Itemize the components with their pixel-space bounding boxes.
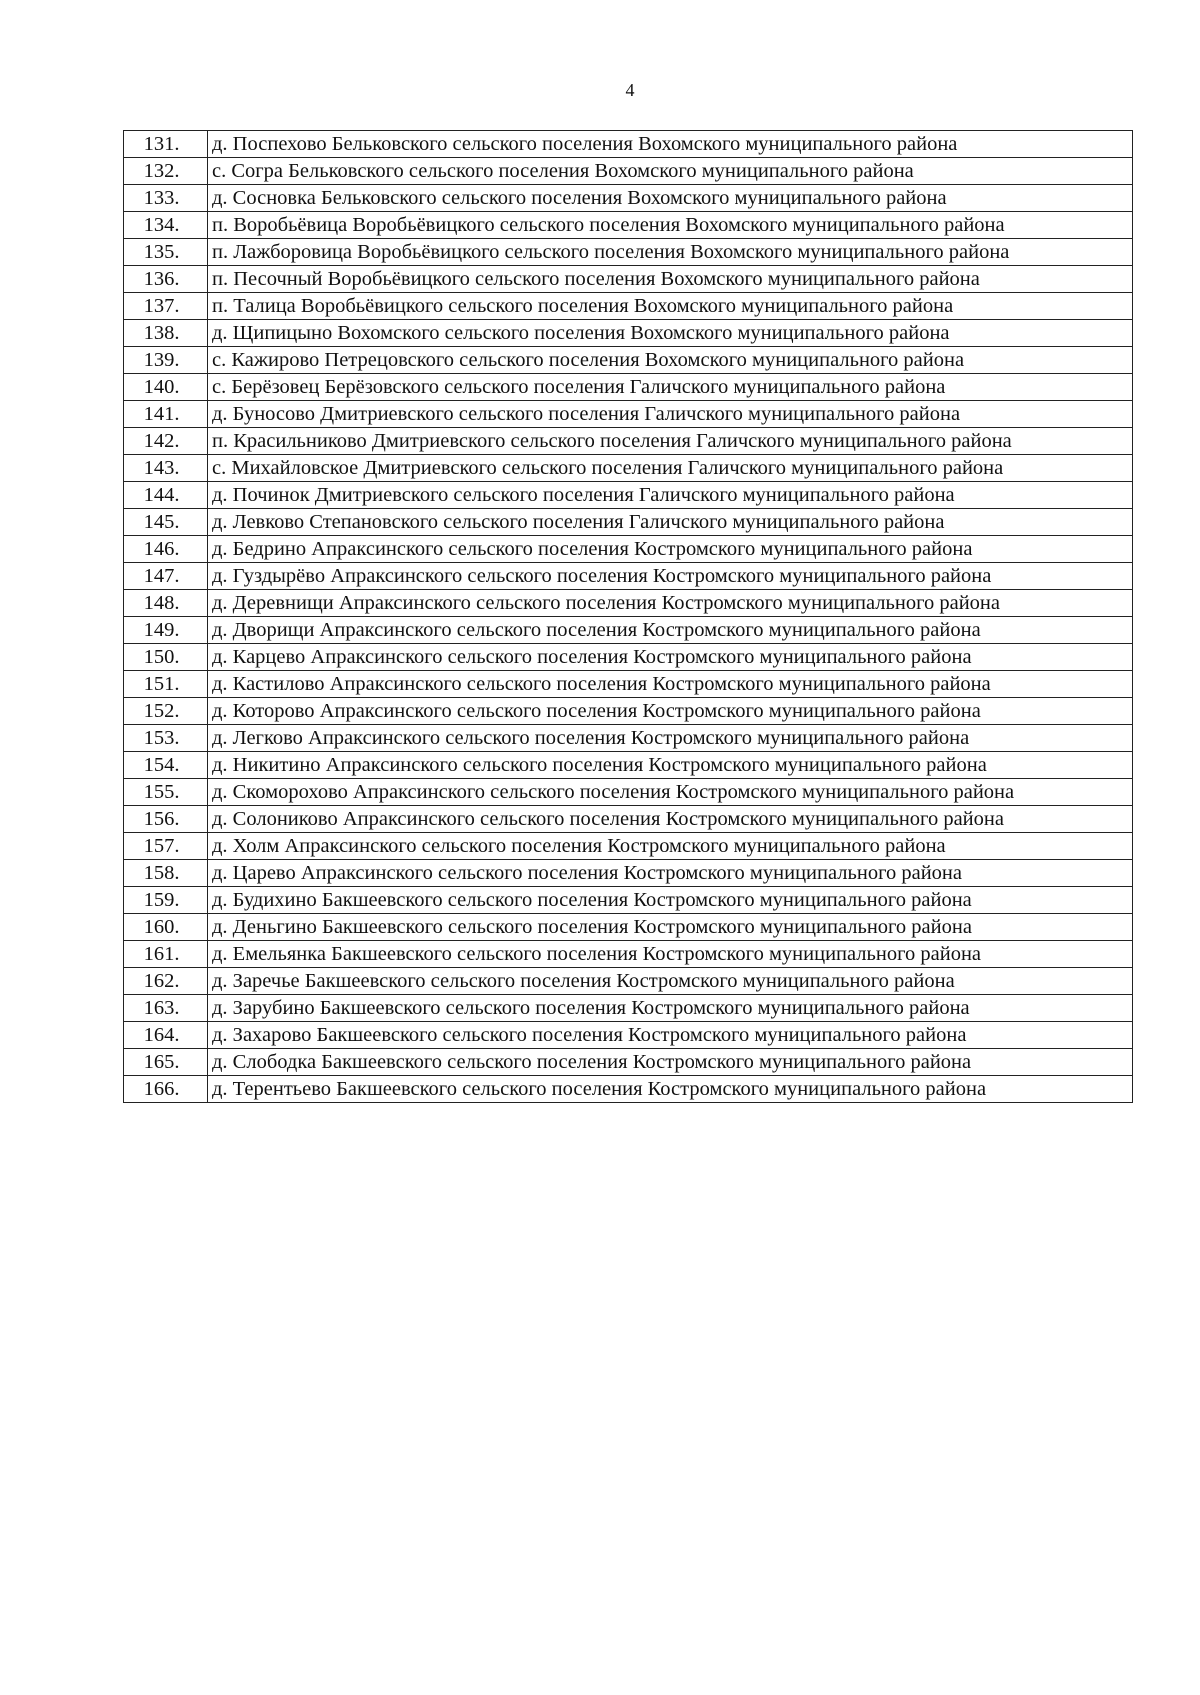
row-number: 139. xyxy=(124,347,208,374)
row-number: 163. xyxy=(124,995,208,1022)
table-row xyxy=(124,779,1133,806)
settlement-name: д. Терентьево Бакшеевского сельского поселения Костромского муниципального района xyxy=(208,1076,1133,1103)
settlements-table xyxy=(123,130,1133,1103)
settlement-name: д. Сосновка Бельковского сельского поселения Вохомского муниципального района xyxy=(208,185,1133,212)
table-row xyxy=(124,401,1133,428)
settlement-name: д. Деньгино Бакшеевского сельского поселения Костромского муниципального района xyxy=(208,914,1133,941)
settlement-name: д. Царево Апраксинского сельского поселения Костромского муниципального района xyxy=(208,860,1133,887)
table-row xyxy=(124,914,1133,941)
table-row xyxy=(124,968,1133,995)
settlement-name: д. Деревнищи Апраксинского сельского поселения Костромского муниципального района xyxy=(208,590,1133,617)
table-row xyxy=(124,725,1133,752)
settlement-name: д. Скоморохово Апраксинского сельского поселения Костромского муниципального района xyxy=(208,779,1133,806)
row-number: 156. xyxy=(124,806,208,833)
row-number: 144. xyxy=(124,482,208,509)
row-number: 153. xyxy=(124,725,208,752)
row-number: 131. xyxy=(124,131,208,158)
page-number: 4 xyxy=(625,80,635,100)
settlement-name: п. Лажборовица Воробьёвицкого сельского поселения Вохомского муниципального района xyxy=(208,239,1133,266)
table-row xyxy=(124,617,1133,644)
row-number: 143. xyxy=(124,455,208,482)
table-row xyxy=(124,887,1133,914)
table-row xyxy=(124,266,1133,293)
table-row xyxy=(124,374,1133,401)
settlement-name: с. Берёзовец Берёзовского сельского поселения Галичского муниципального района xyxy=(208,374,1133,401)
table-row xyxy=(124,833,1133,860)
row-number: 158. xyxy=(124,860,208,887)
settlement-name: д. Заречье Бакшеевского сельского поселения Костромского муниципального района xyxy=(208,968,1133,995)
row-number: 134. xyxy=(124,212,208,239)
table-row xyxy=(124,131,1133,158)
table-row xyxy=(124,860,1133,887)
row-number: 152. xyxy=(124,698,208,725)
row-number: 151. xyxy=(124,671,208,698)
settlement-name: д. Левково Степановского сельского поселения Галичского муниципального района xyxy=(208,509,1133,536)
settlement-name: д. Будихино Бакшеевского сельского поселения Костромского муниципального района xyxy=(208,887,1133,914)
settlement-name: д. Дворищи Апраксинского сельского поселения Костромского муниципального района xyxy=(208,617,1133,644)
settlement-name: д. Поспехово Бельковского сельского поселения Вохомского муниципального района xyxy=(208,131,1133,158)
row-number: 133. xyxy=(124,185,208,212)
row-number: 154. xyxy=(124,752,208,779)
table-row xyxy=(124,320,1133,347)
table-row xyxy=(124,1022,1133,1049)
settlement-name: д. Гуздырёво Апраксинского сельского поселения Костромского муниципального района xyxy=(208,563,1133,590)
row-number: 149. xyxy=(124,617,208,644)
row-number: 145. xyxy=(124,509,208,536)
table-row xyxy=(124,563,1133,590)
settlement-name: д. Емельянка Бакшеевского сельского поселения Костромского муниципального района xyxy=(208,941,1133,968)
table-row xyxy=(124,1076,1133,1103)
row-number: 141. xyxy=(124,401,208,428)
settlement-name: д. Легково Апраксинского сельского поселения Костромского муниципального района xyxy=(208,725,1133,752)
table-row xyxy=(124,644,1133,671)
settlement-name: д. Щипицыно Вохомского сельского поселения Вохомского муниципального района xyxy=(208,320,1133,347)
table-row xyxy=(124,995,1133,1022)
table-row xyxy=(124,455,1133,482)
table-row xyxy=(124,1049,1133,1076)
settlement-name: д. Захарово Бакшеевского сельского поселения Костромского муниципального района xyxy=(208,1022,1133,1049)
settlement-name: с. Михайловское Дмитриевского сельского поселения Галичского муниципального района xyxy=(208,455,1133,482)
row-number: 157. xyxy=(124,833,208,860)
table-row xyxy=(124,212,1133,239)
row-number: 164. xyxy=(124,1022,208,1049)
table-row xyxy=(124,482,1133,509)
row-number: 137. xyxy=(124,293,208,320)
settlement-name: п. Красильниково Дмитриевского сельского поселения Галичского муниципального района xyxy=(208,428,1133,455)
row-number: 140. xyxy=(124,374,208,401)
row-number: 159. xyxy=(124,887,208,914)
table-row xyxy=(124,590,1133,617)
row-number: 142. xyxy=(124,428,208,455)
row-number: 148. xyxy=(124,590,208,617)
row-number: 135. xyxy=(124,239,208,266)
table-row xyxy=(124,239,1133,266)
settlement-name: п. Песочный Воробьёвицкого сельского поселения Вохомского муниципального района xyxy=(208,266,1133,293)
table-row xyxy=(124,293,1133,320)
row-number: 136. xyxy=(124,266,208,293)
row-number: 132. xyxy=(124,158,208,185)
row-number: 147. xyxy=(124,563,208,590)
table-row xyxy=(124,536,1133,563)
settlement-name: д. Кастилово Апраксинского сельского поселения Костромского муниципального района xyxy=(208,671,1133,698)
row-number: 166. xyxy=(124,1076,208,1103)
settlement-name: п. Воробьёвица Воробьёвицкого сельского поселения Вохомского муниципального района xyxy=(208,212,1133,239)
settlement-name: п. Талица Воробьёвицкого сельского поселения Вохомского муниципального района xyxy=(208,293,1133,320)
settlement-name: д. Зарубино Бакшеевского сельского поселения Костромского муниципального района xyxy=(208,995,1133,1022)
row-number: 165. xyxy=(124,1049,208,1076)
settlement-name: д. Буносово Дмитриевского сельского поселения Галичского муниципального района xyxy=(208,401,1133,428)
settlements-table-body xyxy=(124,131,1133,1103)
row-number: 155. xyxy=(124,779,208,806)
settlement-name: д. Починок Дмитриевского сельского поселения Галичского муниципального района xyxy=(208,482,1133,509)
row-number: 146. xyxy=(124,536,208,563)
table-row xyxy=(124,941,1133,968)
table-row xyxy=(124,347,1133,374)
table-row xyxy=(124,185,1133,212)
settlement-name: с. Согра Бельковского сельского поселения Вохомского муниципального района xyxy=(208,158,1133,185)
settlement-name: с. Кажирово Петрецовского сельского поселения Вохомского муниципального района xyxy=(208,347,1133,374)
table-row xyxy=(124,698,1133,725)
row-number: 161. xyxy=(124,941,208,968)
settlement-name: д. Солониково Апраксинского сельского поселения Костромского муниципального района xyxy=(208,806,1133,833)
row-number: 160. xyxy=(124,914,208,941)
table-row xyxy=(124,806,1133,833)
settlement-name: д. Холм Апраксинского сельского поселения Костромского муниципального района xyxy=(208,833,1133,860)
row-number: 138. xyxy=(124,320,208,347)
settlement-name: д. Слободка Бакшеевского сельского поселения Костромского муниципального района xyxy=(208,1049,1133,1076)
settlement-name: д. Никитино Апраксинского сельского поселения Костромского муниципального района xyxy=(208,752,1133,779)
table-row xyxy=(124,671,1133,698)
row-number: 162. xyxy=(124,968,208,995)
row-number: 150. xyxy=(124,644,208,671)
table-row xyxy=(124,509,1133,536)
settlement-name: д. Бедрино Апраксинского сельского поселения Костромского муниципального района xyxy=(208,536,1133,563)
table-row xyxy=(124,752,1133,779)
table-row xyxy=(124,158,1133,185)
settlement-name: д. Карцево Апраксинского сельского поселения Костромского муниципального района xyxy=(208,644,1133,671)
table-row xyxy=(124,428,1133,455)
settlement-name: д. Которово Апраксинского сельского поселения Костромского муниципального района xyxy=(208,698,1133,725)
